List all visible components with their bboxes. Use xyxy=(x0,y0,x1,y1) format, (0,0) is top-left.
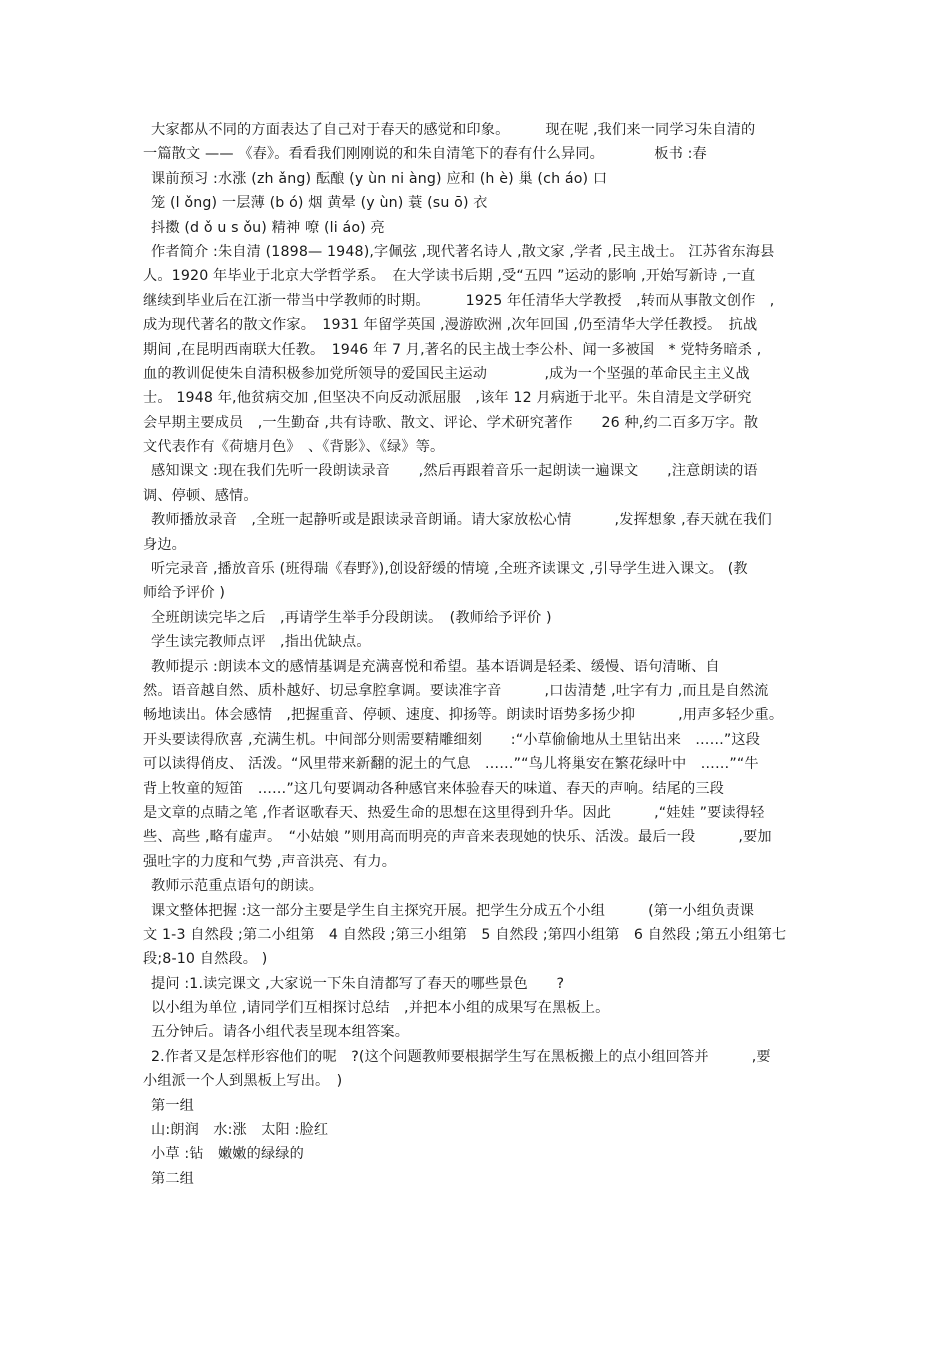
text-line: 学生读完教师点评 ,指出优缺点。 xyxy=(151,634,371,651)
text-line: 畅地读出。体会感情 ,把握重音、停顿、速度、抑扬等。朗读时语势多扬少抑 ,用声多轻少重。 xyxy=(143,707,784,724)
text-line: 调、停顿、感情。 xyxy=(143,487,258,504)
text-line: 期间 ,在昆明西南联大任教。 1946 年 7 月,著名的民主战士李公朴、闻一多被国 * 党特务暗杀 , xyxy=(143,341,762,358)
text-line: 提问 :1.读完课文 ,大家说一下朱自清都写了春天的哪些景色 ? xyxy=(151,975,565,992)
text-line: 2.作者又是怎样形容他们的呢 ?(这个问题教师要根据学生写在黑板搬上的点小组回答并 ,要 xyxy=(151,1048,771,1065)
text-line: 文代表作有《荷塘月色》 、《背影》、《绿》等。 xyxy=(143,439,445,456)
text-line: 作者简介 :朱自清 (1898— 1948),字佩弦 ,现代著名诗人 ,散文家 ,学者 ,民主战士。 江苏省东海县 xyxy=(151,243,775,260)
text-line: 一篇散文 —— 《春》。看看我们刚刚说的和朱自清笔下的春有什么异同。 板书 :春 xyxy=(143,146,707,163)
text-line: 以小组为单位 ,请同学们互相探讨总结 ,并把本小组的成果写在黑板上。 xyxy=(151,1000,610,1017)
lesson-plan-text xyxy=(143,118,823,1191)
text-line: 全班朗读完毕之后 ,再请学生举手分段朗读。 (教师给予评价 ) xyxy=(151,609,552,626)
text-line: 血的教训促使朱自清积极参加党所领导的爱国民主运动 ,成为一个坚强的革命民主主义战 xyxy=(143,365,750,382)
text-line: 教师提示 :朗读本文的感情基调是充满喜悦和希望。基本语调是轻柔、缓慢、语句清晰、自 xyxy=(151,658,720,675)
text-line: 成为现代著名的散文作家。 1931 年留学英国 ,漫游欧洲 ,次年回国 ,仍至清华大学任教授。 抗战 xyxy=(143,317,758,334)
text-line: 课文整体把握 :这一部分主要是学生自主探究开展。把学生分成五个小组 (第一小组负责课 xyxy=(151,902,755,919)
text-line: 第二组 xyxy=(151,1170,195,1187)
text-line: 是文章的点睛之笔 ,作者讴歌春天、热爱生命的思想在这里得到升华。因此 ,“娃娃 ”要读得轻 xyxy=(143,804,765,821)
text-line: 课前预习 :水涨 (zh ǎng) 酝酿 (y ùn ni àng) 应和 (h è) 巢 (ch áo) 口 xyxy=(151,170,608,187)
text-line: 教师示范重点语句的朗读。 xyxy=(151,878,324,895)
text-line: 教师播放录音 ,全班一起静听或是跟读录音朗诵。请大家放松心情 ,发挥想象 ,春天就在我们 xyxy=(151,512,772,529)
text-line: 士。 1948 年,他贫病交加 ,但坚决不向反动派屈服 ,该年 12 月病逝于北平。朱自清是文学研究 xyxy=(143,390,752,407)
text-line: 小组派一个人到黑板上写出。 ) xyxy=(143,1073,343,1090)
text-line: 身边。 xyxy=(143,536,187,553)
text-line: 山:朗润 水:涨 太阳 :脸红 xyxy=(151,1122,329,1139)
text-line: 背上牧童的短笛 ……”这几句要调动各种感官来体验春天的味道、春天的声响。结尾的三段 xyxy=(143,780,725,797)
text-line: 段;8-10 自然段。 ) xyxy=(143,951,268,968)
text-line: 师给予评价 ) xyxy=(143,585,226,602)
text-line: 第一组 xyxy=(151,1097,195,1114)
text-line: 笼 (l ǒng) 一层薄 (b ó) 烟 黄晕 (y ùn) 蓑 (su ō) 衣 xyxy=(151,195,488,212)
text-line: 强吐字的力度和气势 ,声音洪亮、有力。 xyxy=(143,853,397,870)
text-line: 人。1920 年毕业于北京大学哲学系。 在大学读书后期 ,受“五四 ”运动的影响 ,开始写新诗 ,一直 xyxy=(143,268,756,285)
text-line: 抖擞 (d ǒ u s ǒu) 精神 嘹 (li áo) 亮 xyxy=(151,219,385,236)
text-line: 五分钟后。请各小组代表呈现本组答案。 xyxy=(151,1024,410,1041)
text-line: 可以读得俏皮、 活泼。“风里带来新翻的泥土的气息 ……”“鸟儿将巢安在繁花绿叶中 ……”“牛 xyxy=(143,756,759,773)
text-line: 开头要读得欣喜 ,充满生机。中间部分则需要精雕细刻 :“小草偷偷地从土里钻出来 ……”这段 xyxy=(143,731,761,748)
text-line: 然。语音越自然、质朴越好、切忌拿腔拿调。要读准字音 ,口齿清楚 ,吐字有力 ,而且是自然流 xyxy=(143,682,769,699)
text-line: 听完录音 ,播放音乐 (班得瑞《春野》),创设舒缓的情境 ,全班齐读课文 ,引导学生进入课文。 (教 xyxy=(151,561,748,578)
text-line: 小草 :钻 嫩嫩的绿绿的 xyxy=(151,1146,304,1163)
text-line: 文 1-3 自然段 ;第二小组第 4 自然段 ;第三小组第 5 自然段 ;第四小组第 6 自然段 ;第五小组第七 xyxy=(143,926,787,943)
text-line: 大家都从不同的方面表达了自己对于春天的感觉和印象。 现在呢 ,我们来一同学习朱自清的 xyxy=(151,122,756,138)
text-line: 会早期主要成员 ,一生勤奋 ,共有诗歌、散文、评论、学术研究著作 26 种,约二百多万字。散 xyxy=(143,414,759,431)
text-line: 些、高些 ,略有虚声。 “小姑娘 ”则用高而明亮的声音来表现她的快乐、活泼。最后一段 ,要加 xyxy=(143,829,772,846)
text-line: 感知课文 :现在我们先听一段朗读录音 ,然后再跟着音乐一起朗读一遍课文 ,注意朗读的语 xyxy=(151,463,758,480)
text-line: 继续到毕业后在江浙一带当中学教师的时期。 1925 年任清华大学教授 ,转而从事散文创作 , xyxy=(143,292,775,309)
